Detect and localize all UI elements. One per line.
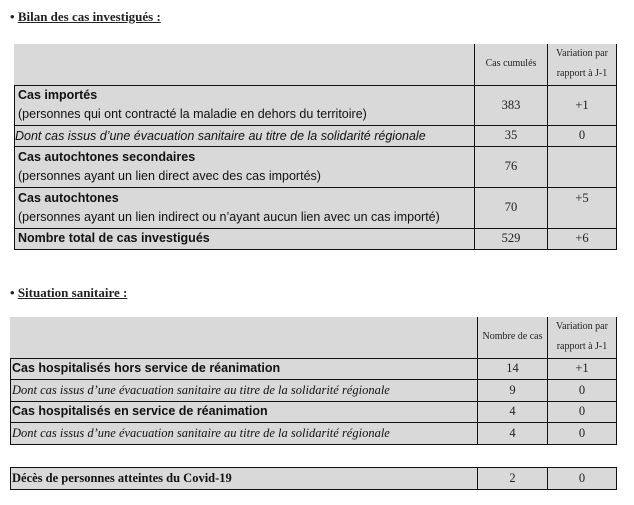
row-value: 35 [475, 125, 548, 146]
table-row [11, 379, 617, 401]
row-variation: 0 [548, 379, 617, 401]
deaths-table [10, 467, 617, 490]
row-title: Nombre total de cas investigués [18, 231, 210, 245]
row-label: Dont cas issus d’une évacuation sanitaire au titre de la solidarité régionale [11, 379, 478, 401]
header-nombre-de-cas: Nombre de cas [478, 317, 548, 358]
row-label: Dont cas issus d’une évacuation sanitaire au titre de la solidarité régionale [15, 125, 475, 146]
row-label [11, 401, 478, 422]
section-title-situation [10, 285, 127, 301]
header-cell-empty [11, 317, 478, 358]
row-label [15, 146, 475, 187]
row-value: 4 [478, 422, 548, 444]
bullet: • [10, 285, 15, 300]
row-label: Dont cas issus d’une évacuation sanitaire au titre de la solidarité régionale [11, 422, 478, 444]
row-label [15, 85, 475, 125]
header-variation: Variation par rapport à J-1 [548, 317, 617, 358]
table-row [15, 146, 617, 187]
row-title: Cas hospitalisés hors service de réanimation [12, 361, 281, 375]
row-subtitle: (personnes qui ont contracté la maladie en dehors du territoire) [18, 107, 367, 121]
row-title: Cas hospitalisés en service de réanimation [12, 404, 268, 418]
table-row-deaths [11, 468, 617, 490]
row-value: 9 [478, 379, 548, 401]
header-variation: Variation par rapport à J-1 [548, 44, 617, 85]
bullet: • [10, 9, 15, 24]
bilan-table [14, 44, 617, 250]
row-label [11, 358, 478, 379]
row-variation: 0 [548, 401, 617, 422]
row-subtitle: (personnes ayant un lien direct avec des cas importés) [18, 168, 321, 183]
table-row-total [15, 228, 617, 249]
row-value: 14 [478, 358, 548, 379]
row-variation: 0 [548, 125, 617, 146]
row-label: Décès de personnes atteintes du Covid-19 [11, 468, 478, 490]
situation-table [10, 317, 617, 445]
row-variation: 0 [548, 468, 617, 490]
table-row [15, 187, 617, 228]
row-label [15, 228, 475, 249]
row-variation: +5 [548, 187, 617, 228]
row-title: Cas autochtones [18, 190, 119, 205]
section-title-bilan [10, 9, 161, 25]
row-subtitle: (personnes ayant un lien indirect ou n’ayant aucun lien avec un cas importé) [18, 209, 440, 224]
row-variation [548, 146, 617, 187]
table-row [11, 401, 617, 422]
row-value: 383 [475, 85, 548, 125]
row-value: 529 [475, 228, 548, 249]
row-variation: 0 [548, 422, 617, 444]
header-cell-empty [15, 44, 475, 85]
table-header-row [11, 317, 617, 358]
row-value: 76 [475, 146, 548, 187]
row-value: 4 [478, 401, 548, 422]
header-cas-cumules: Cas cumulés [475, 44, 548, 85]
row-value: 70 [475, 187, 548, 228]
section-title-text: Situation sanitaire : [17, 285, 128, 300]
row-label [15, 187, 475, 228]
table-row [15, 85, 617, 125]
row-variation: +1 [548, 358, 617, 379]
row-title: Cas importés [18, 88, 98, 102]
row-variation: +6 [548, 228, 617, 249]
section-title-text: Bilan des cas investigués : [17, 9, 161, 24]
row-title: Cas autochtones secondaires [18, 149, 196, 164]
row-variation: +1 [548, 85, 617, 125]
table-header-row [15, 44, 617, 85]
table-row [15, 125, 617, 146]
table-row [11, 422, 617, 444]
table-row [11, 358, 617, 379]
row-value: 2 [478, 468, 548, 490]
